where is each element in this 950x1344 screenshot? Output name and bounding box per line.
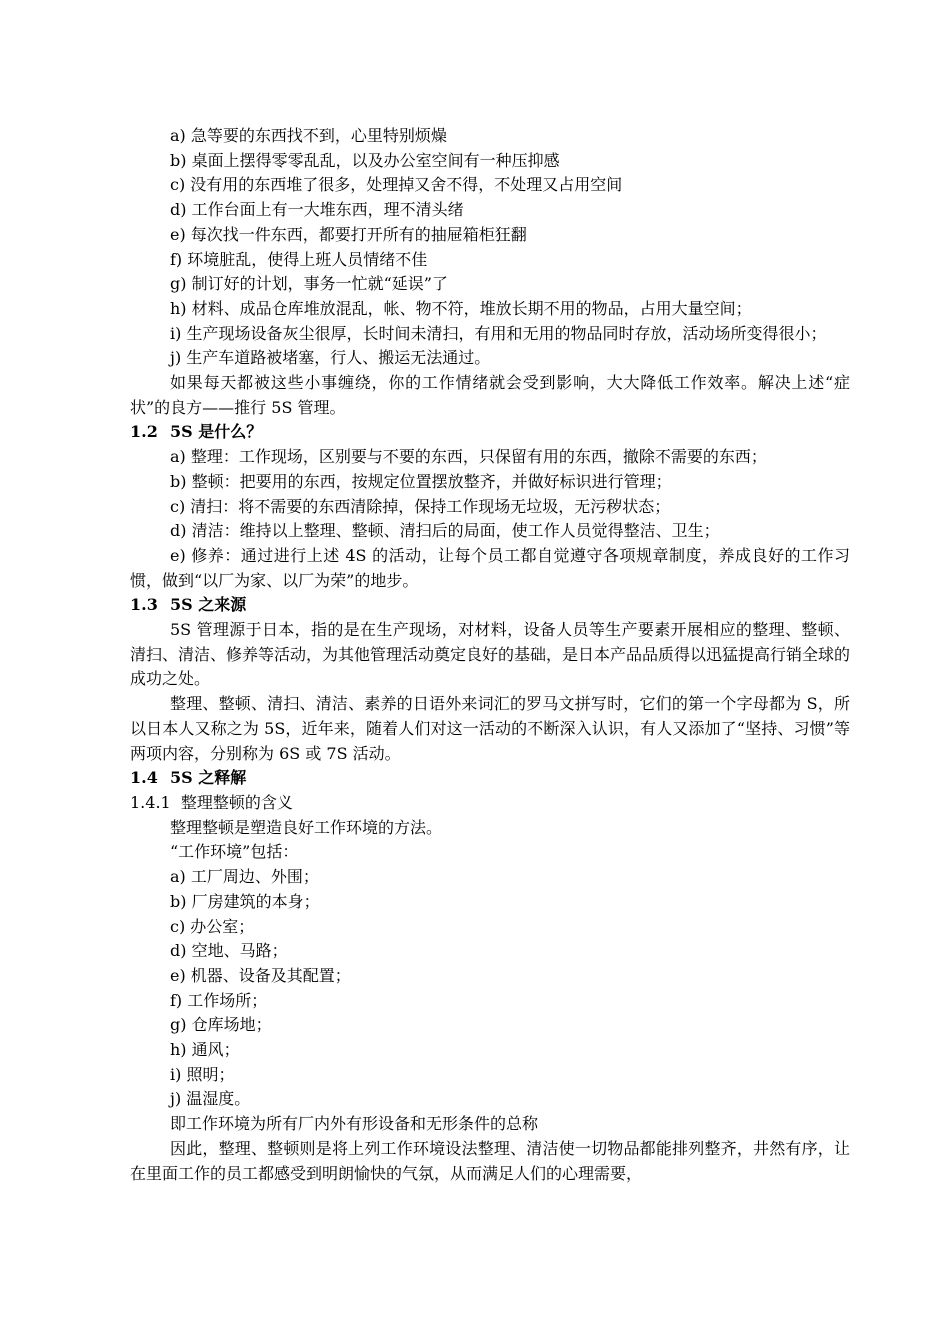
- list-item: b) 桌面上摆得零零乱乱，以及办公室空间有一种压抑感: [170, 150, 560, 170]
- section-title: 5S 之来源: [170, 595, 247, 615]
- body-paragraph: 因此，整理、整顿则是将上列工作环境设法整理、清洁使一切物品都能排列整齐，井然有序，让在里面工作的员工都感受到明朗愉快的气氛，从而满足人们的心理需要，: [130, 1138, 850, 1183]
- list-item: j) 生产车道路被堵塞，行人、搬运无法通过。: [170, 348, 491, 368]
- body-paragraph: 整理、整顿、清扫、清洁、素养的日语外来词汇的罗马文拼写时，它们的第一个字母都为 S，所以日本人又称之为 5S，近年来，随着人们对这一活动的不断深入认识，有人又添加了“坚持、习惯”等两项内容，分别称为 6S 或 7S 活动。: [130, 694, 850, 763]
- body-paragraph: 5S 管理源于日本，指的是在生产现场，对材料，设备人员等生产要素开展相应的整理、整顿、清扫、清洁、修养等活动，为其他管理活动奠定良好的基础，是日本产品品质得以迅猛提高行销全球的成功之处。: [130, 620, 851, 689]
- document-body: [130, 124, 850, 1186]
- section-heading-1-2: [130, 420, 850, 445]
- list-item: h) 通风；: [170, 1040, 240, 1060]
- section-number: 1.2: [130, 422, 158, 442]
- list-item: a) 急等要的东西找不到，心里特别烦燥: [170, 126, 447, 145]
- list-item: j) 温湿度。: [170, 1089, 251, 1109]
- section-heading-1-3: [130, 593, 850, 618]
- section-number: 1.3: [130, 595, 158, 615]
- list-item: f) 工作场所；: [170, 990, 268, 1010]
- list-item: h) 材料、成品仓库堆放混乱，帐、物不符，堆放长期不用的物品，占用大量空间；: [170, 298, 752, 318]
- body-paragraph: 即工作环境为所有厂内外有形设备和无形条件的总称: [170, 1114, 539, 1134]
- section-heading-1-4: [130, 766, 850, 791]
- list-item: c) 清扫：将不需要的东西清除掉，保持工作现场无垃圾，无污秽状态；: [170, 496, 671, 516]
- list-item: c) 没有用的东西堆了很多，处理掉又舍不得，不处理又占用空间: [170, 175, 623, 195]
- list-item: b) 厂房建筑的本身；: [170, 891, 320, 911]
- subsection-title: 整理整顿的含义: [180, 792, 293, 812]
- section-number: 1.4: [130, 768, 158, 788]
- section-title: 5S 是什么？: [170, 422, 263, 442]
- list-item: e) 每次找一件东西，都要打开所有的抽屉箱柜狂翻: [170, 224, 527, 244]
- list-item: g) 仓库场地；: [170, 1015, 272, 1035]
- list-item: e) 机器、设备及其配置；: [170, 965, 351, 985]
- summary-paragraph: 如果每天都被这些小事缠绕，你的工作情绪就会受到影响，大大降低工作效率。解决上述“症状”的良方——推行 5S 管理。: [130, 373, 850, 417]
- list-item: d) 空地、马路；: [170, 941, 288, 961]
- list-item: d) 清洁：维持以上整理、整顿、清扫后的局面，使工作人员觉得整洁、卫生；: [170, 521, 720, 541]
- list-item: i) 照明；: [170, 1064, 235, 1084]
- list-item: a) 整理：工作现场，区别要与不要的东西，只保留有用的东西，撤除不需要的东西；: [170, 447, 767, 467]
- list-item: b) 整顿：把要用的东西，按规定位置摆放整齐，并做好标识进行管理；: [170, 471, 672, 491]
- list-item: i) 生产现场设备灰尘很厚，长时间未清扫，有用和无用的物品同时存放，活动场所变得很小；: [170, 323, 827, 343]
- list-item: a) 工厂周边、外围；: [170, 867, 319, 887]
- list-item: f) 环境脏乱，使得上班人员情绪不佳: [170, 249, 428, 269]
- list-item: g) 制订好的计划，事务一忙就“延误”了: [170, 274, 448, 294]
- section-title: 5S 之释解: [170, 768, 247, 788]
- list-item: d) 工作台面上有一大堆东西，理不清头绪: [170, 200, 464, 220]
- subsection-heading-1-4-1: [130, 791, 850, 816]
- subsection-number: 1.4.1: [130, 792, 171, 812]
- env-label: “工作环境”包括：: [170, 842, 299, 862]
- body-paragraph: 整理整顿是塑造良好工作环境的方法。: [170, 817, 443, 837]
- list-item: c) 办公室；: [170, 916, 255, 936]
- list-item: e) 修养：通过进行上述 4S 的活动，让每个员工都自觉遵守各项规章制度，养成良好的工作习惯，做到“以厂为家、以厂为荣”的地步。: [130, 545, 850, 590]
